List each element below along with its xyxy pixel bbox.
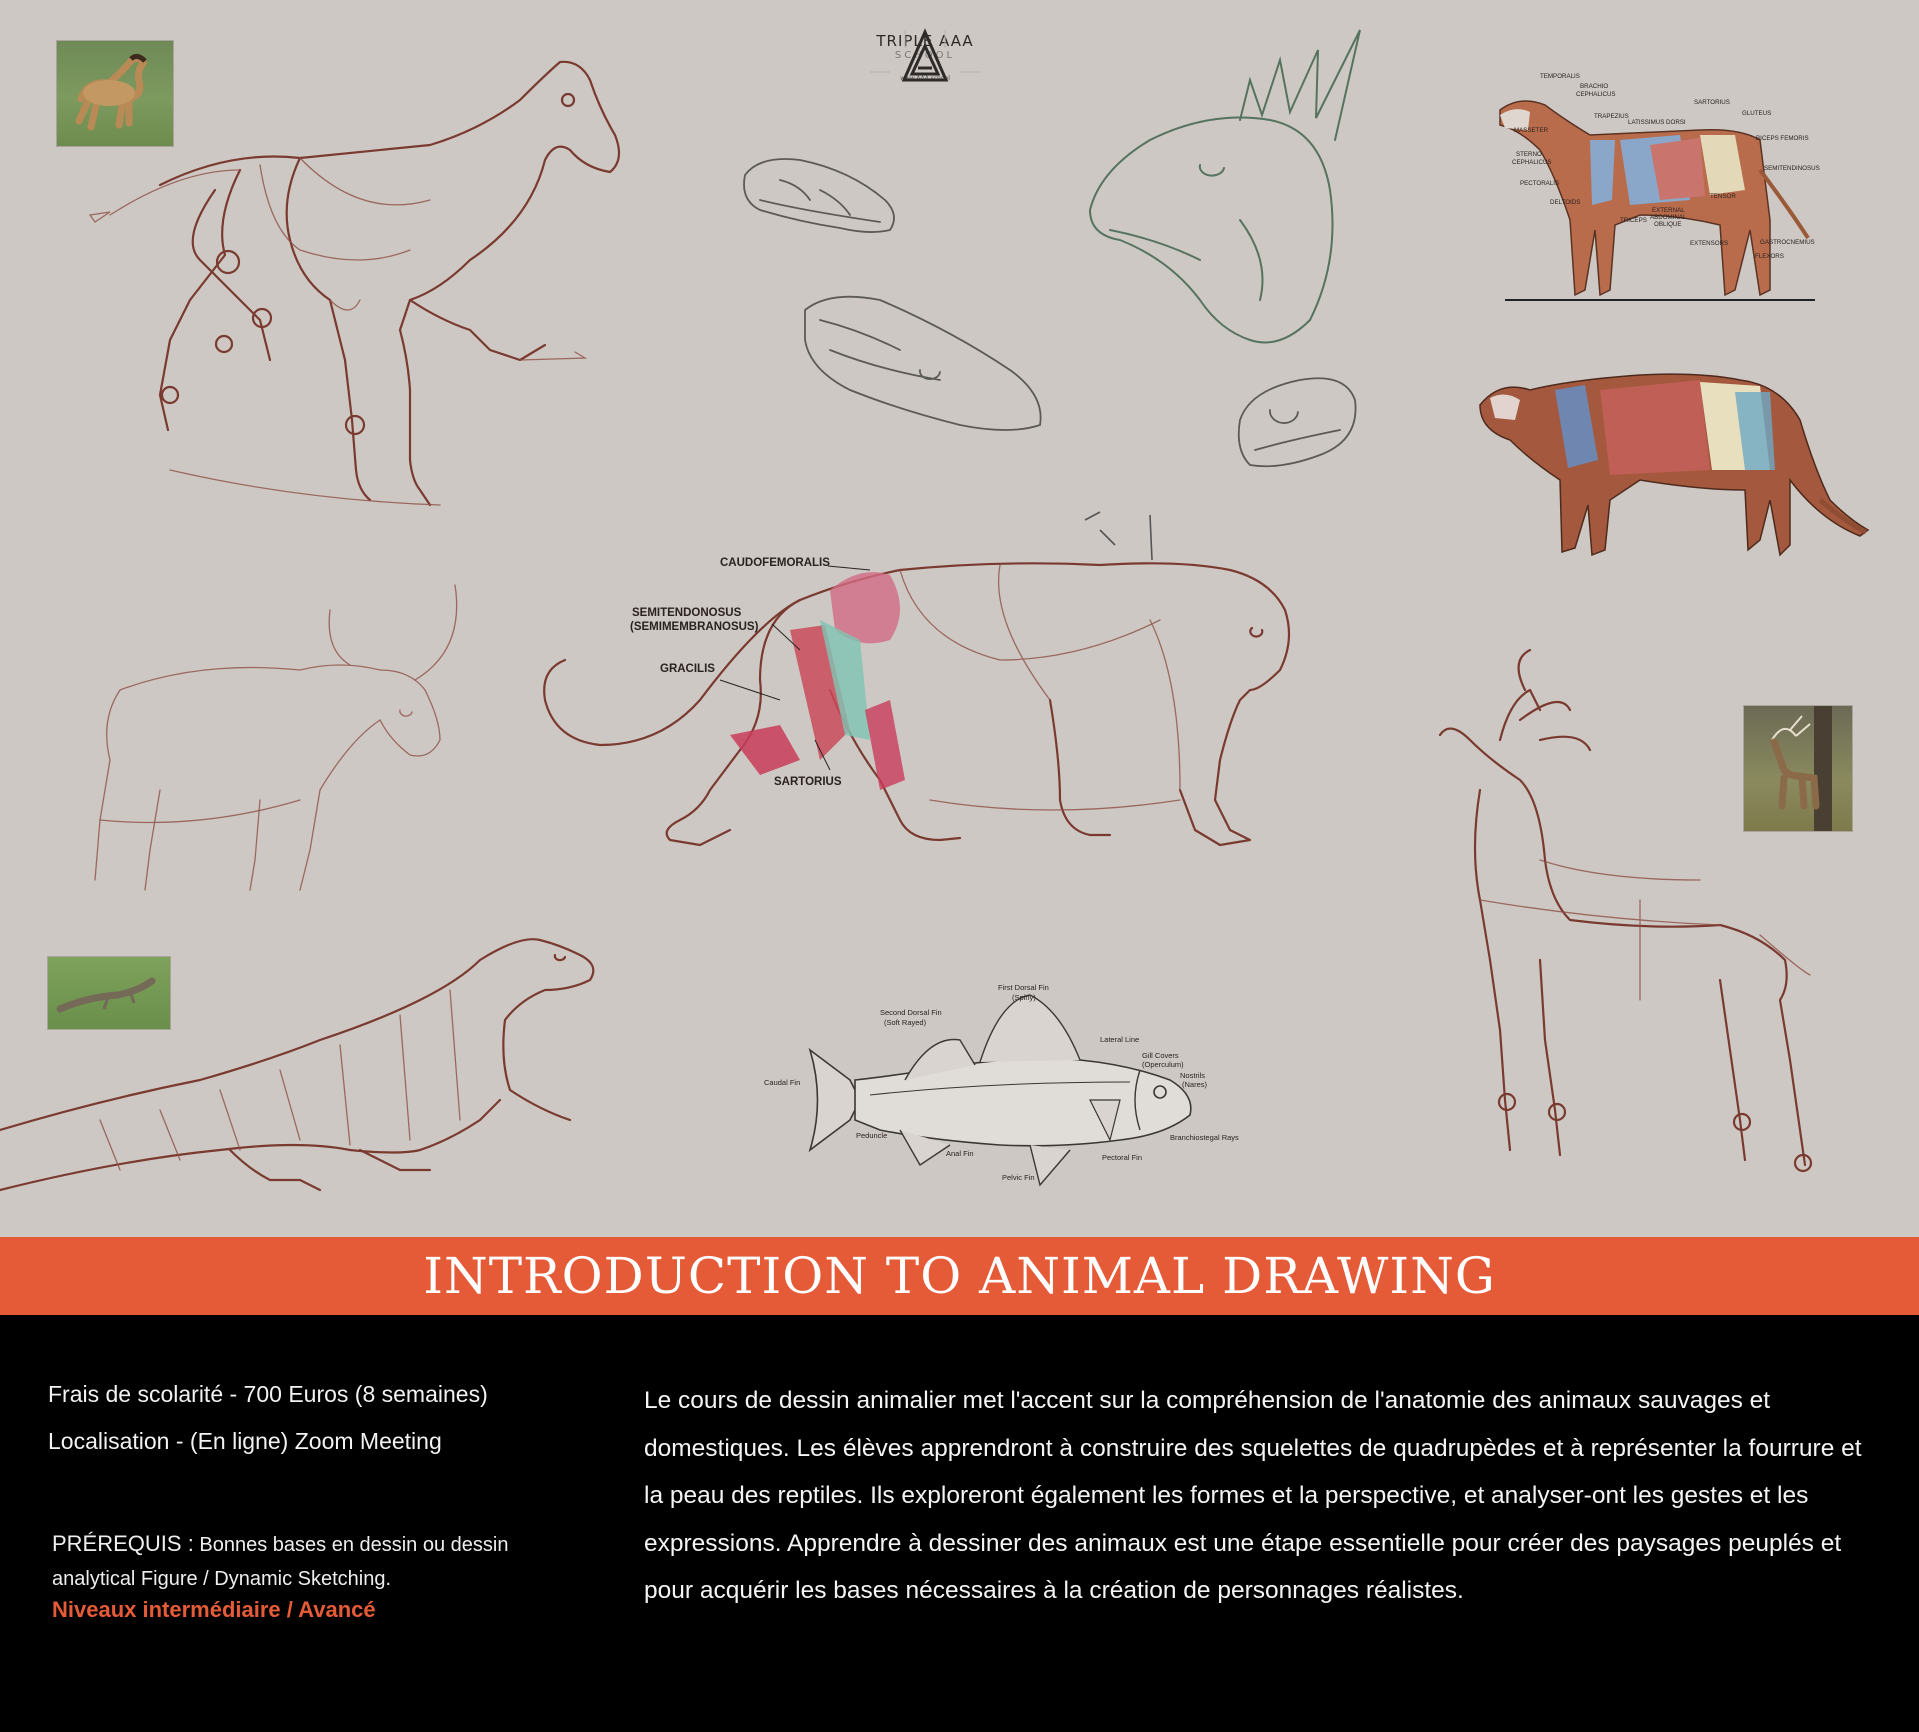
fish-label-second-dorsal: Second Dorsal Fin — [880, 1008, 942, 1017]
location: Localisation - (En ligne) Zoom Meeting — [48, 1428, 442, 1454]
dog-label-cephalicus: CEPHALICUS — [1576, 91, 1616, 98]
dog-label-external-2: ABDOMINAL — [1650, 214, 1687, 221]
fish-label-nostrils-sub: (Nares) — [1182, 1080, 1208, 1089]
panther-label-semitendonosus: SEMITENDONOSUS — [632, 607, 742, 619]
fish-label-first-dorsal-sub: (Spiny) — [1012, 993, 1036, 1002]
dog-label-latissimus: LATISSIMUS DORSI — [1628, 119, 1686, 126]
panther-label-semimembranosus: (SEMIMEMBRANOSUS) — [630, 621, 759, 633]
fish-label-lateral-line: Lateral Line — [1100, 1035, 1140, 1044]
prerequisites-text: Bonnes bases en dessin ou dessin analytical Figure / Dynamic Sketching. — [52, 1534, 509, 1590]
fish-label-peduncle: Peduncle — [856, 1131, 888, 1140]
fish-label-branchiostegal: Branchiostegal Rays — [1170, 1133, 1239, 1142]
fish-label-second-dorsal-sub: (Soft Rayed) — [884, 1018, 927, 1027]
iguana-head-sketch — [1090, 30, 1360, 343]
dog-label-biceps: BICEPS FEMORIS — [1756, 135, 1809, 142]
panther-label-gracilis: GRACILIS — [660, 663, 715, 675]
dog-label-external-3: OBLIQUE — [1654, 221, 1682, 228]
reptile-skull-sketch-1 — [744, 159, 894, 232]
dog-label-gluteus: GLUTEUS — [1742, 110, 1772, 117]
monitor-head-sketch — [805, 297, 1041, 430]
monitor-lizard-sketch — [0, 939, 593, 1190]
logo-subtitle: SCHOOL — [894, 50, 956, 61]
horse-sketch — [90, 62, 619, 505]
panther-label-caudofemoralis: CAUDOFEMORALIS — [720, 557, 830, 569]
logo-url: www.AAA.school — [900, 75, 950, 82]
reptile-skull-sketch-2 — [1239, 378, 1356, 466]
dog-label-sartorius: SARTORIUS — [1694, 99, 1730, 106]
dog-label-masseter: MASSETER — [1514, 127, 1549, 134]
panther-label-sartorius: SARTORIUS — [774, 776, 842, 788]
dog-label-sterno-2: CEPHALICUS — [1512, 159, 1552, 166]
course-title: INTRODUCTION TO ANIMAL DRAWING — [423, 1247, 1496, 1305]
fish-label-pectoral: Pectoral Fin — [1102, 1153, 1143, 1162]
course-info — [0, 1315, 1919, 1732]
logo-name: TRIPLE AAA — [876, 32, 974, 50]
dog-label-flexors: FLEXORS — [1755, 253, 1784, 260]
fish-label-gill-covers-sub: (Operculum) — [1142, 1060, 1184, 1069]
dog-label-extensors: EXTENSORS — [1690, 240, 1729, 247]
deer-sketch — [1440, 650, 1811, 1171]
dog-label-sterno: STERNO — [1516, 151, 1542, 158]
dog-label-pectoralis: PECTORALIS — [1520, 180, 1560, 187]
fish-label-nostrils: Nostrils — [1180, 1071, 1206, 1080]
prerequisites — [52, 1527, 572, 1596]
bull-sketch — [95, 585, 457, 890]
dog-label-temporalis: TEMPORALIS — [1540, 73, 1580, 80]
course-description: Le cours de dessin animalier met l'accent sur la compréhension de l'anatomie des animaux sauvages et domestiques. Les élèves apprendront à construire des squelettes de quadrupèdes et à représenter la fourrure et la peau des reptiles. Ils exploreront également les formes et la perspective, et analyser-ont les gestes et les expressions. Apprendre à dessiner des animaux est une étape essentielle pour créer des paysages peuplés et pour acquérir les bases nécessaires à la création de personnages réalistes. — [644, 1387, 1862, 1604]
big-cat-muscle-figure — [1480, 374, 1868, 555]
prerequisites-label: PRÉREQUIS : — [52, 1531, 194, 1556]
fish-label-gill-covers: Gill Covers — [1142, 1051, 1179, 1060]
dog-label-deltoids: DELTOIDS — [1550, 199, 1581, 206]
dog-label-tensor: TENSOR — [1710, 193, 1736, 200]
fish-label-anal: Anal Fin — [946, 1149, 974, 1158]
dog-label-trapezius: TRAPEZIUS — [1594, 113, 1629, 120]
dog-label-semitendinosus: SEMITENDINOSUS — [1764, 165, 1820, 172]
fish-label-first-dorsal: First Dorsal Fin — [998, 983, 1049, 992]
dog-label-gastrocnemius: GASTROCNEMIUS — [1760, 239, 1815, 246]
fish-label-caudal: Caudal Fin — [764, 1078, 801, 1087]
dog-label-brachio: BRACHIO — [1580, 83, 1609, 90]
dog-label-triceps: TRICEPS — [1620, 217, 1647, 224]
level-badge: Niveaux intermédiaire / Avancé — [52, 1597, 376, 1622]
fish-label-pelvic: Pelvic Fin — [1002, 1173, 1035, 1182]
title-banner — [0, 1237, 1919, 1315]
tuition-fee: Frais de scolarité - 700 Euros (8 semaines) — [48, 1381, 488, 1407]
panther-sketch — [544, 512, 1289, 845]
dog-label-external: EXTERNAL — [1652, 207, 1685, 214]
